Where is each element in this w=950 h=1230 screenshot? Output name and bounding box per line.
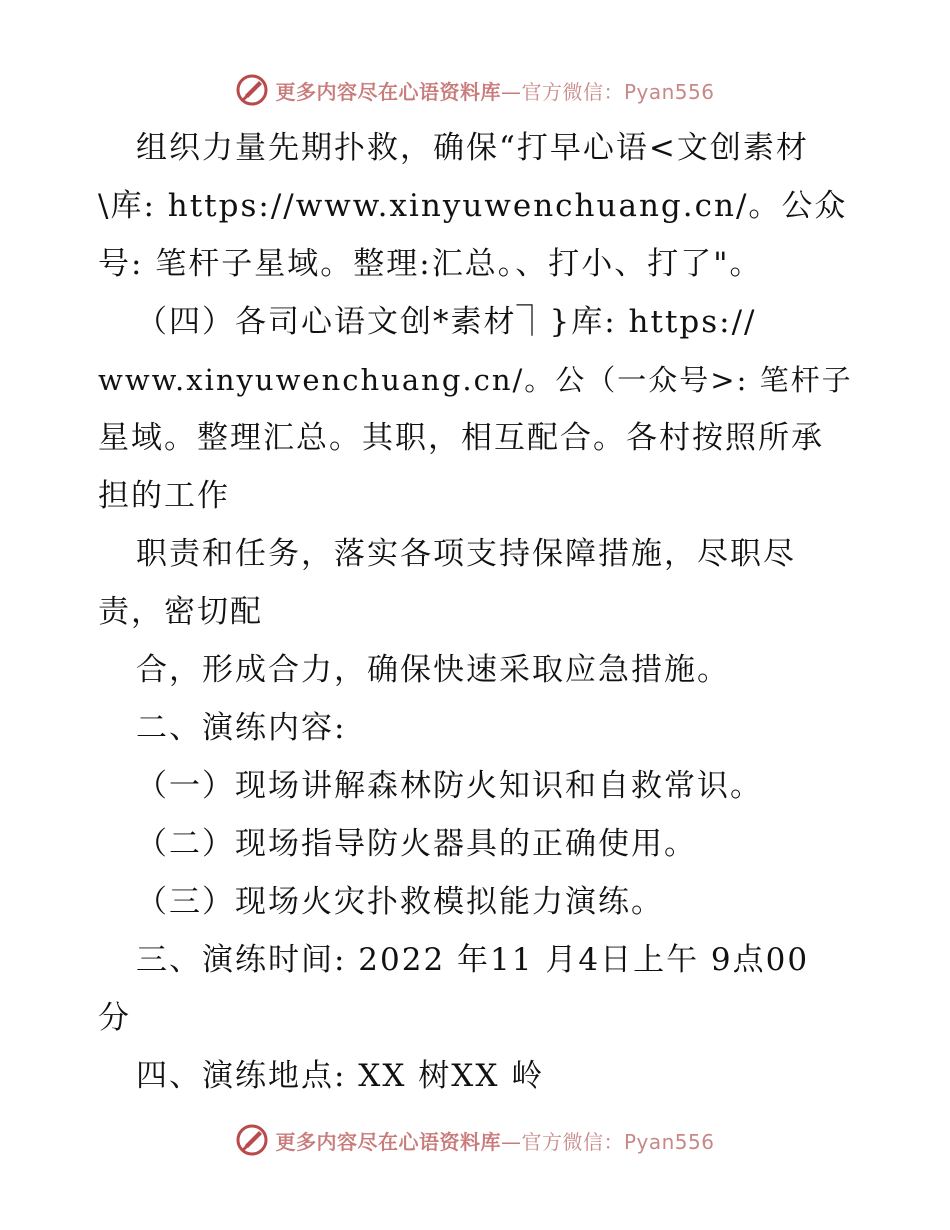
- body-line: 职责和任务，落实各项支持保障措施，尽职尽: [136, 536, 796, 572]
- brand-logo-icon: [235, 73, 269, 107]
- body-line: 号: 笔杆子星域。整理:汇总。、打小、打了"。: [98, 246, 763, 282]
- header-banner-text: 更多内容尽在心语资料库—官方微信：Pyan556: [275, 79, 715, 104]
- body-line: 合，形成合力，确保快速采取应急措施。: [136, 652, 730, 688]
- body-line: 二、演练内容:: [136, 710, 347, 746]
- body-line: （一）现场讲解森林防火知识和自救常识。: [136, 768, 763, 804]
- body-line: 三、演练时间: 2022 年11 月4日上午 9点00: [136, 942, 810, 978]
- body-line: 星域。整理汇总。其职，相互配合。各村按照所承: [98, 420, 824, 456]
- body-line: 分: [98, 1000, 131, 1036]
- body-line: （二）现场指导防火器具的正确使用。: [136, 826, 697, 862]
- body-line: 组织力量先期扑救，确保“打早心语<文创素材: [136, 130, 809, 166]
- footer-banner-text: 更多内容尽在心语资料库—官方微信：Pyan556: [275, 1129, 715, 1154]
- body-line: 责，密切配: [98, 594, 263, 630]
- body-line: （三）现场火灾扑救模拟能力演练。: [136, 884, 664, 920]
- header-watermark-banner: [0, 70, 950, 110]
- brand-logo-icon: [235, 1123, 269, 1157]
- body-line: 四、演练地点: XX 树XX 岭: [136, 1058, 545, 1094]
- footer-watermark-banner: [0, 1120, 950, 1160]
- document-body: [98, 119, 858, 1105]
- body-line: www.xinyuwenchuang.cn/。公（一众号>: 笔杆子: [98, 363, 853, 397]
- body-line: 担的工作: [98, 478, 230, 514]
- body-line: \库: https://www.xinyuwenchuang.cn/。公众: [98, 188, 848, 224]
- body-line: （四）各司心语文创*素材⏋}库: https://: [136, 304, 757, 340]
